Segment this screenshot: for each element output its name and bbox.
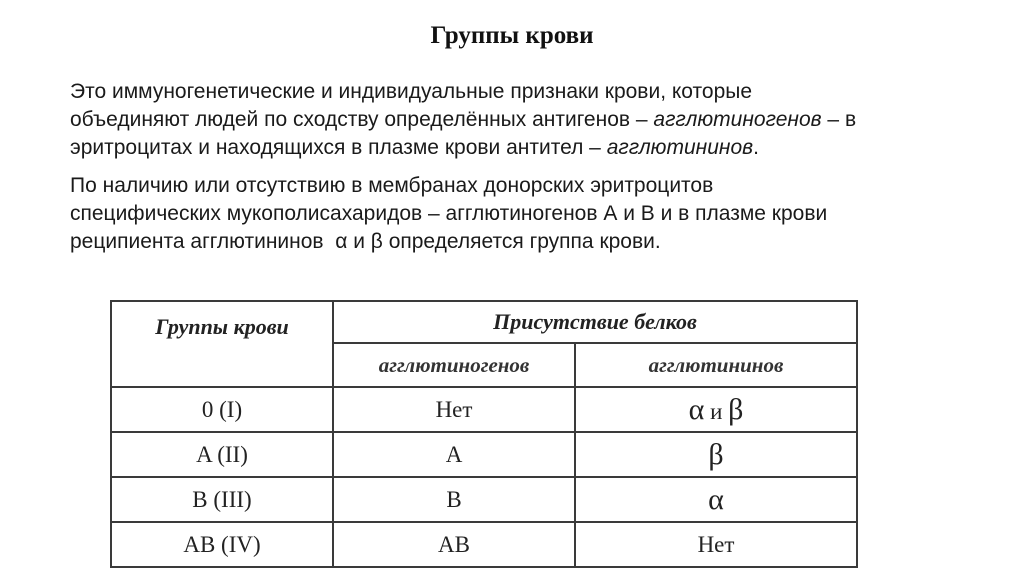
cell-agglutinins: β (575, 432, 857, 477)
subheader-agglutinins: агглютининов (575, 343, 857, 387)
and-conjunction: и (704, 398, 729, 424)
intro-line-2-text: объединяют людей по сходству определённых антигенов – (70, 108, 654, 131)
cell-agglutinins: α (575, 477, 857, 522)
intro-line-2-end: – в (821, 108, 857, 131)
table-header-row (111, 301, 857, 343)
definition-paragraph (70, 172, 970, 256)
intro-line-1-text: Это иммуногенетические и индивидуальные признаки крови, которые (70, 80, 753, 103)
cell-group: 0 (I) (111, 387, 333, 432)
page-title: Группы крови (430, 22, 594, 49)
cell-group: AB (IV) (111, 522, 333, 567)
definition-line-1: По наличию или отсутствию в мембранах донорских эритроцитов (70, 174, 714, 197)
intro-line-1 (70, 78, 970, 106)
definition-line-2: специфических мукополисахаридов – агглютиногенов А и В и в плазме крови (70, 202, 828, 225)
intro-line-3-text: эритроцитах и находящихся в плазме крови антител – (70, 136, 607, 159)
cell-agglutinogens: Нет (333, 387, 575, 432)
agglutinogens-term: агглютиногенов (653, 108, 822, 131)
subheader-agglutinogens: агглютиногенов (333, 343, 575, 387)
table-row (111, 477, 857, 522)
cell-agglutinogens: B (333, 477, 575, 522)
table-row (111, 522, 857, 567)
agglutinins-term: агглютининов (606, 136, 754, 159)
cell-group: A (II) (111, 432, 333, 477)
table-row (111, 432, 857, 477)
beta-symbol: β (728, 392, 744, 426)
cell-agglutinins: Нет (575, 522, 857, 567)
blood-groups-table-wrapper (110, 300, 858, 568)
cell-agglutinogens: A (333, 432, 575, 477)
intro-line-2 (70, 106, 970, 134)
definition-line-3: реципиента агглютининов α и β определяется группа крови. (70, 230, 661, 253)
header-protein-presence: Присутствие белков (333, 301, 857, 343)
cell-agglutinogens: AB (333, 522, 575, 567)
cell-agglutinins (575, 387, 857, 432)
header-blood-groups: Группы крови (111, 301, 333, 387)
table-row (111, 387, 857, 432)
intro-line-3-end: . (753, 136, 759, 159)
intro-paragraph (70, 78, 970, 162)
alpha-symbol: α (688, 392, 705, 426)
intro-line-3 (70, 134, 970, 162)
blood-groups-table (110, 300, 858, 568)
cell-group: B (III) (111, 477, 333, 522)
